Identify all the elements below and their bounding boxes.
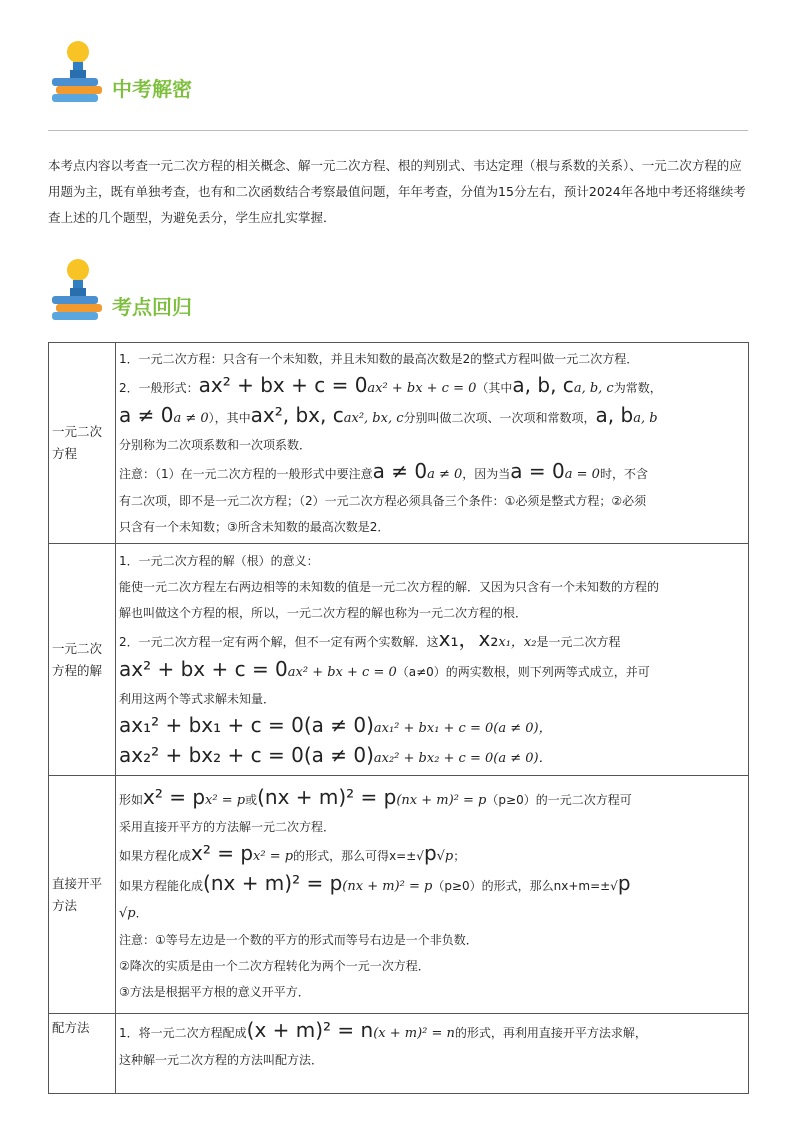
lightbulb-books-icon [48, 256, 108, 326]
row-content [116, 544, 749, 776]
text-line: 有二次项，即不是一元二次方程；（2）一元二次方程必须具备三个条件：①必须是整式方程；②必须 [119, 494, 647, 508]
text-line: ③方法是根据平方根的意义开平方． [119, 985, 310, 999]
section-title: 考点回归 [112, 295, 192, 319]
text-line: ②降次的实质是由一个二次方程转化为两个一元一次方程． [119, 959, 430, 973]
text-line: 2．一般形式：ax² + bx + c = 0ax² + bx + c = 0（其中a, b, ca, b, c为常数， [119, 373, 662, 397]
text-line: 能使一元二次方程左右两边相等的未知数的值是一元二次方程的解．又因为只含有一个未知数的方程的 [119, 579, 660, 594]
section-title: 中考解密 [112, 77, 192, 101]
row-content [116, 1014, 749, 1094]
text-line: 1．一元二次方程：只含有一个未知数，并且未知数的最高次数是2的整式方程叫做一元二次方程． [119, 352, 639, 366]
text-line: ax₁² + bx₁ + c = 0(a ≠ 0)ax₁² + bx₁ + c = 0(a ≠ 0)， [119, 712, 552, 737]
text-line: a ≠ 0a ≠ 0），其中ax², bx, cax², bx, c分别叫做二次项、一次项和常数项，a, ba, b [119, 403, 658, 427]
row-key: 一元二次方程的解 [49, 544, 116, 776]
text-line: 如果方程能化成(nx + m)² = p(nx + m)² = p（p≥0）的形式，那么nx+m=±√p [119, 871, 631, 895]
intro-paragraph: 本考点内容以考查一元二次方程的相关概念、解一元二次方程、根的判别式、韦达定理（根与系数的关系）、一元二次方程的应用题为主，既有单独考查，也有和二次函数结合考察最值问题，年年考查，分值为15分左右，预计2024年各地中考还将继续考查上述的几个题型，为避免丢分，学生应扎实掌握． [48, 158, 746, 225]
row-key: 一元二次方程 [49, 343, 116, 544]
text-line: ax₂² + bx₂ + c = 0(a ≠ 0)ax₂² + bx₂ + c = 0(a ≠ 0)． [119, 742, 552, 767]
row-content [116, 776, 749, 1014]
text-line: 1．将一元二次方程配成(x + m)² = n(x + m)² = n的形式，再利用直接开平方法求解， [119, 1018, 647, 1042]
text-line: 1．一元二次方程的解（根）的意义： [119, 553, 319, 568]
text-line: 形如x² = px² = p或(nx + m)² = p(nx + m)² = p（p≥0）的一元二次方程可 [119, 785, 632, 809]
text-line: 注意：①等号左边是一个数的平方的形式而等号右边是一个非负数． [119, 933, 478, 947]
section-header-2 [48, 256, 192, 326]
text-line: 解也叫做这个方程的根，所以，一元二次方程的解也称为一元二次方程的根． [119, 605, 528, 620]
table-row [49, 1014, 749, 1094]
row-content [116, 343, 749, 544]
text-line: 只含有一个未知数；③所含未知数的最高次数是2． [119, 520, 390, 534]
section-header-1 [48, 38, 192, 108]
text-line: 利用这两个等式求解未知量． [119, 691, 276, 706]
text-line: 这种解一元二次方程的方法叫配方法． [119, 1053, 324, 1067]
knowledge-table [48, 342, 749, 1094]
table-row [49, 343, 749, 544]
row-key: 直接开平方法 [49, 776, 116, 1014]
text-line: 采用直接开平方的方法解一元二次方程． [119, 820, 336, 834]
text-line: 注意：（1）在一元二次方程的一般形式中要注意a ≠ 0a ≠ 0，因为当a = 0a = 0时，不含 [119, 459, 648, 483]
text-line: 2．一元二次方程一定有两个解，但不一定有两个实数解．这x₁，x₂x₁，x₂是一元二次方程 [119, 626, 621, 651]
row-key: 配方法 [49, 1014, 116, 1094]
divider [48, 130, 748, 131]
table-row [49, 544, 749, 776]
text-line: 如果方程化成x² = px² = p的形式，那么可得x=±√p√p； [119, 841, 466, 865]
table-row [49, 776, 749, 1014]
lightbulb-books-icon [48, 38, 108, 108]
text-line: 分别称为二次项系数和一次项系数． [119, 438, 312, 452]
text-line: √p． [119, 906, 148, 921]
text-line: ax² + bx + c = 0ax² + bx + c = 0（a≠0）的两实数根，则下列两等式成立，并可 [119, 656, 650, 681]
